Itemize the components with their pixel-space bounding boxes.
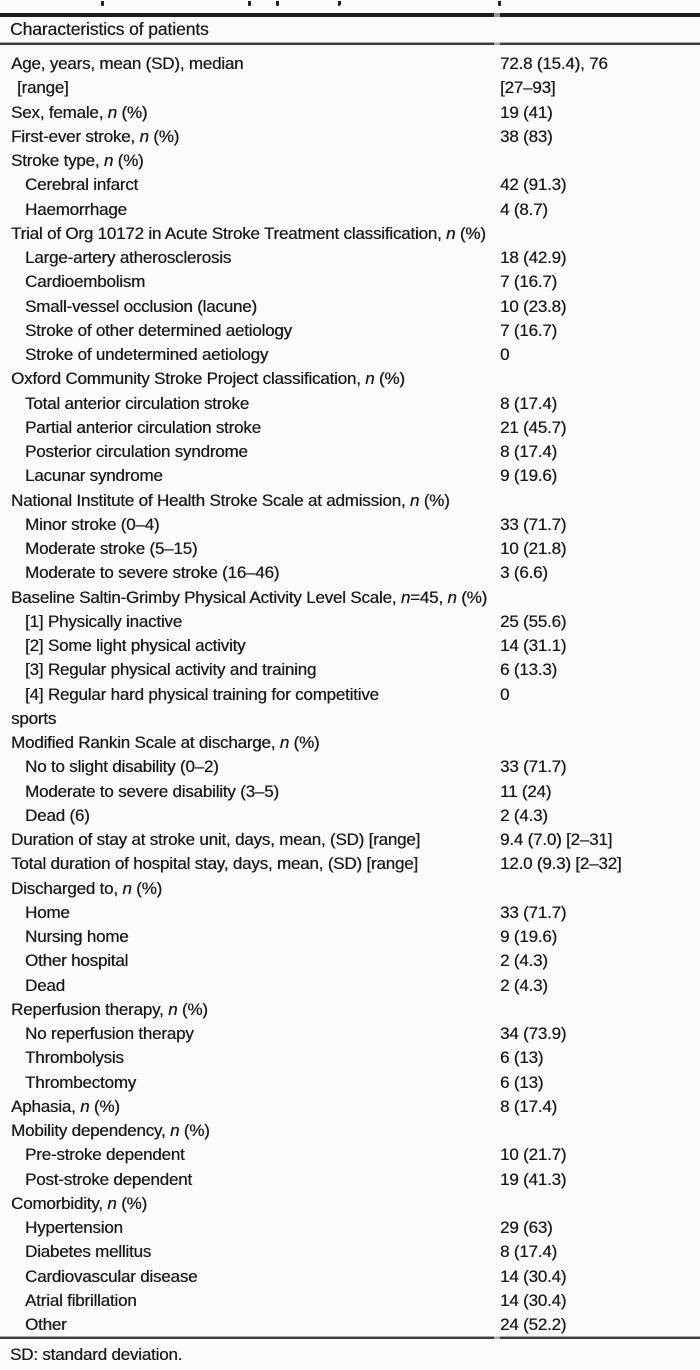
row-value: 9 (19.6) (500, 927, 557, 946)
row-value (500, 998, 700, 1022)
table-row (0, 319, 700, 343)
row-value: 6 (13) (500, 1072, 544, 1092)
table-header-rule (0, 42, 700, 45)
table-row (0, 149, 700, 173)
table-row (0, 901, 700, 925)
row-label: Pre-stroke dependent (25, 1145, 185, 1165)
table-row (0, 1095, 700, 1119)
row-label: Other (25, 1315, 67, 1334)
row-value (500, 707, 700, 731)
row-label: Total anterior circulation stroke (25, 393, 249, 413)
table-row (0, 610, 700, 634)
row-label: Oxford Community Stroke Project classification, n (%) (11, 369, 405, 389)
table-bottom-rule (0, 1336, 700, 1339)
row-label: Cardiovascular disease (25, 1266, 198, 1286)
table-row (0, 683, 700, 707)
row-label: [1] Physically inactive (25, 611, 182, 631)
row-label: Thrombolysis (25, 1048, 124, 1068)
row-label: Large-artery atherosclerosis (25, 248, 232, 267)
row-value: 4 (8.7) (500, 199, 548, 219)
row-value (500, 149, 700, 173)
column-divider-notch (494, 42, 500, 45)
row-value: 8 (17.4) (500, 1096, 557, 1116)
caption-fragment (101, 1, 104, 6)
table-row (0, 198, 700, 222)
row-label: Dead (6) (25, 805, 90, 825)
row-value: 9 (19.6) (500, 466, 557, 486)
table-row (0, 1216, 700, 1240)
row-label: Thrombectomy (25, 1072, 136, 1092)
row-value (500, 731, 700, 755)
row-value (500, 1192, 700, 1216)
table-row (0, 731, 700, 755)
row-value: 19 (41.3) (500, 1169, 567, 1189)
row-label: Small-vessel occlusion (lacune) (25, 296, 257, 316)
row-label: Moderate to severe stroke (16–46) (25, 563, 280, 583)
row-value: 72.8 (15.4), 76 (500, 54, 608, 73)
row-value (500, 1119, 700, 1143)
table-row (0, 1071, 700, 1095)
table-row (0, 1119, 700, 1143)
row-value: 2 (4.3) (500, 975, 548, 995)
caption-fragment (248, 1, 251, 6)
table-row (0, 76, 700, 100)
table-row (0, 1046, 700, 1070)
row-label: Minor stroke (0–4) (25, 514, 160, 534)
row-label: Discharged to, n (%) (11, 878, 162, 898)
row-label: Modified Rankin Scale at discharge, n (%) (11, 733, 320, 752)
table-row (0, 343, 700, 367)
column-divider-notch (494, 13, 500, 17)
row-value: 14 (30.4) (500, 1290, 567, 1310)
table-row (0, 464, 700, 488)
table-footnote: SD: standard deviation. (10, 1345, 183, 1364)
table-row (0, 755, 700, 779)
row-value: 29 (63) (500, 1218, 553, 1237)
row-label: Sex, female, n (%) (11, 102, 148, 122)
row-label: Diabetes mellitus (25, 1242, 152, 1262)
row-value (500, 367, 700, 391)
row-label: Moderate stroke (5–15) (25, 539, 198, 558)
row-value: 21 (45.7) (500, 417, 567, 437)
row-label: Moderate to severe disability (3–5) (25, 781, 279, 801)
row-value: 18 (42.9) (500, 248, 567, 267)
row-value: 33 (71.7) (500, 902, 567, 922)
row-label: Lacunar syndrome (25, 466, 163, 486)
row-label: No to slight disability (0–2) (25, 757, 219, 777)
table-row (0, 52, 700, 76)
table-row (0, 852, 700, 876)
row-label: [range] (17, 78, 69, 98)
row-value (500, 222, 700, 246)
row-value: [27–93] (500, 78, 556, 98)
row-label: Mobility dependency, n (%) (11, 1121, 210, 1140)
row-label: Other hospital (25, 951, 129, 971)
row-value: 19 (41) (500, 102, 553, 122)
table-row (0, 877, 700, 901)
row-label: Atrial fibrillation (25, 1290, 137, 1310)
table-row (0, 222, 700, 246)
row-label: Comorbidity, n (%) (11, 1193, 147, 1213)
row-value (500, 489, 700, 513)
table-row (0, 586, 700, 610)
table-row (0, 925, 700, 949)
table-row (0, 295, 700, 319)
caption-fragment (498, 1, 501, 6)
row-label: Stroke type, n (%) (11, 151, 144, 170)
row-label: National Institute of Health Stroke Scale at admission, n (%) (11, 490, 450, 510)
table-top-rule (0, 13, 700, 17)
table-row (0, 1143, 700, 1167)
row-value (500, 586, 700, 610)
row-value: 6 (13) (500, 1048, 544, 1068)
table-body (0, 52, 700, 1337)
table-row (0, 367, 700, 391)
row-value: 33 (71.7) (500, 514, 567, 534)
row-value: 3 (6.6) (500, 563, 548, 583)
table-row (0, 537, 700, 561)
table-row (0, 974, 700, 998)
table-row (0, 707, 700, 731)
table-row (0, 1192, 700, 1216)
caption-fragment (338, 1, 341, 6)
table-row (0, 173, 700, 197)
table-row (0, 634, 700, 658)
row-value: 2 (4.3) (500, 951, 548, 971)
row-value: 12.0 (9.3) [2–32] (500, 854, 622, 874)
table-row (0, 440, 700, 464)
row-value: 10 (21.7) (500, 1145, 567, 1165)
table-row (0, 1168, 700, 1192)
row-value: 9.4 (7.0) [2–31] (500, 830, 613, 849)
row-value: 8 (17.4) (500, 393, 557, 413)
row-label: sports (11, 708, 57, 728)
row-label: Hypertension (25, 1218, 123, 1237)
table-row (0, 1313, 700, 1337)
table-row (0, 998, 700, 1022)
row-label: Dead (25, 975, 65, 995)
row-value: 14 (31.1) (500, 636, 567, 655)
row-label: Nursing home (25, 927, 129, 946)
row-label: Age, years, mean (SD), median (11, 54, 244, 73)
row-value: 0 (500, 345, 510, 364)
table-row (0, 101, 700, 125)
row-label: Aphasia, n (%) (11, 1096, 120, 1116)
row-label: [3] Regular physical activity and training (25, 660, 317, 680)
row-value: 24 (52.2) (500, 1315, 567, 1334)
row-label: Trial of Org 10172 in Acute Stroke Treatment classification, n (%) (11, 223, 486, 243)
table-row (0, 392, 700, 416)
row-value: 7 (16.7) (500, 320, 557, 340)
row-label: Total duration of hospital stay, days, mean, (SD) [range] (11, 854, 418, 874)
row-label: Cardioembolism (25, 272, 146, 292)
table-row (0, 1022, 700, 1046)
table-row (0, 246, 700, 270)
table-header-cell: Characteristics of patients (10, 19, 209, 39)
row-label: Cerebral infarct (25, 175, 139, 195)
row-label: Partial anterior circulation stroke (25, 417, 261, 437)
table-row (0, 125, 700, 149)
row-value: 8 (17.4) (500, 1242, 557, 1262)
row-value: 25 (55.6) (500, 611, 567, 631)
row-value: 11 (24) (500, 781, 552, 801)
row-value (500, 877, 700, 901)
row-label: Stroke of other determined aetiology (25, 320, 292, 340)
row-value: 7 (16.7) (500, 272, 557, 292)
row-label: [2] Some light physical activity (25, 636, 246, 655)
table-row (0, 1240, 700, 1264)
table-row (0, 416, 700, 440)
row-value: 8 (17.4) (500, 442, 557, 461)
row-value: 14 (30.4) (500, 1266, 567, 1286)
row-value: 33 (71.7) (500, 757, 567, 777)
table-row (0, 780, 700, 804)
table-row (0, 828, 700, 852)
table-row (0, 270, 700, 294)
row-label: [4] Regular hard physical training for competitive (25, 684, 379, 704)
row-label: Stroke of undetermined aetiology (25, 345, 269, 364)
row-label: No reperfusion therapy (25, 1024, 194, 1043)
row-value: 38 (83) (500, 126, 553, 146)
column-divider-notch (494, 1336, 500, 1339)
table-row (0, 658, 700, 682)
row-value: 42 (91.3) (500, 175, 567, 195)
row-label: Post-stroke dependent (25, 1169, 192, 1189)
row-label: Reperfusion therapy, n (%) (11, 999, 208, 1019)
row-value: 10 (23.8) (500, 296, 567, 316)
row-value: 2 (4.3) (500, 805, 548, 825)
row-label: Home (25, 902, 70, 922)
row-label: First-ever stroke, n (%) (11, 126, 180, 146)
row-value: 34 (73.9) (500, 1024, 567, 1043)
table-row (0, 561, 700, 585)
row-value: 0 (500, 684, 510, 704)
table-row (0, 949, 700, 973)
table-row (0, 513, 700, 537)
row-label: Posterior circulation syndrome (25, 442, 248, 461)
table-row (0, 804, 700, 828)
row-value: 10 (21.8) (500, 539, 567, 558)
row-label: Duration of stay at stroke unit, days, mean, (SD) [range] (11, 830, 421, 849)
row-label: Haemorrhage (25, 199, 127, 219)
table-row (0, 1265, 700, 1289)
table-row (0, 489, 700, 513)
row-label: Baseline Saltin-Grimby Physical Activity Level Scale, n=45, n (%) (11, 587, 488, 607)
row-value: 6 (13.3) (500, 660, 557, 680)
caption-fragment (276, 1, 279, 6)
table-row (0, 1289, 700, 1313)
